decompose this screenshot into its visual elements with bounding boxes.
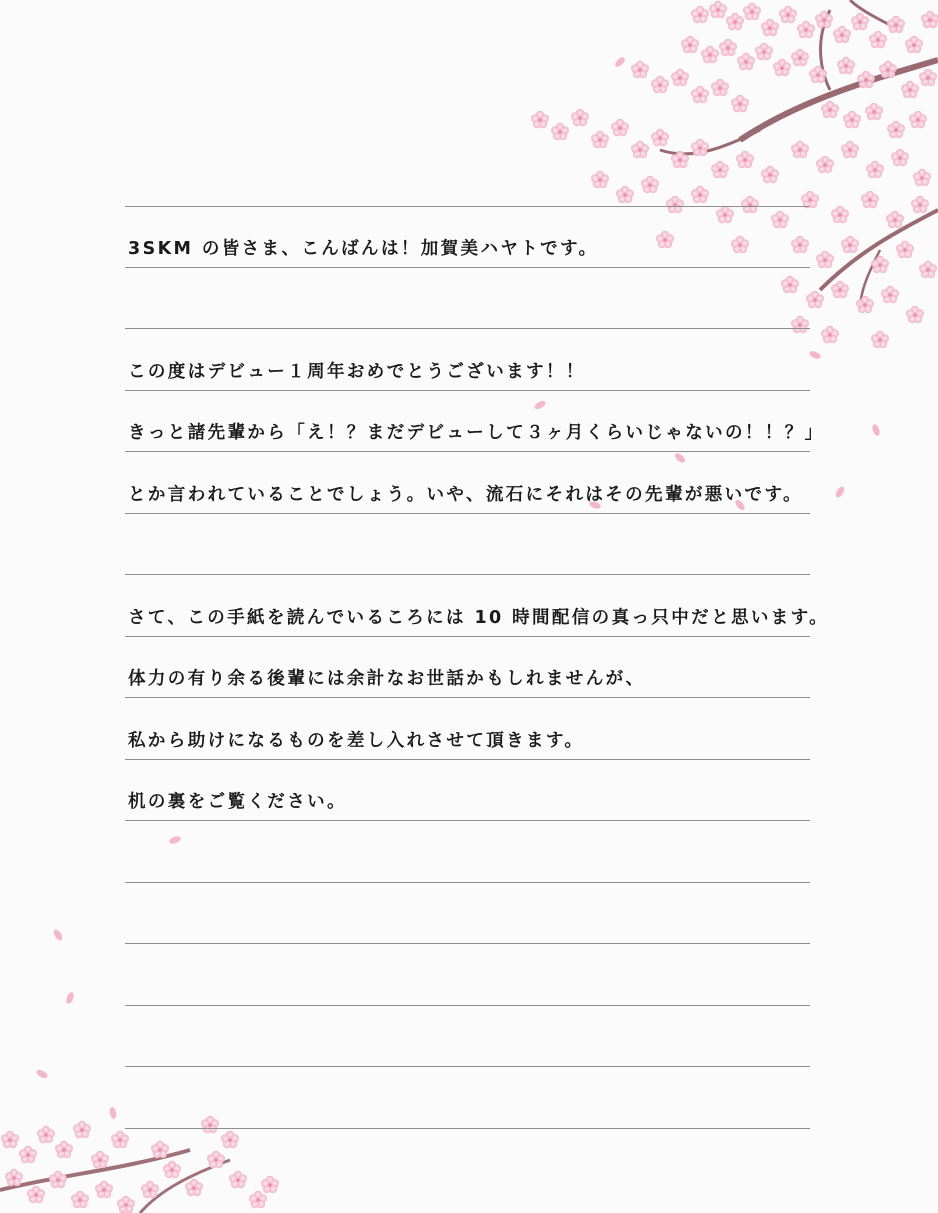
letter-line	[125, 391, 825, 453]
letter-line-text: 3SKM の皆さま、こんばんは！加賀美ハヤトです。	[128, 238, 599, 259]
letter-line-text: とか言われていることでしょう。いや、流石にそれはその先輩が悪いです。	[128, 484, 803, 505]
blossom-cluster-bottom-left	[0, 1116, 279, 1213]
letter-line	[125, 821, 810, 883]
letter-line-text: さて、この手紙を読んでいるころには 10 時間配信の真っ只中だと思います。	[128, 607, 830, 628]
letter-line	[125, 944, 810, 1006]
letter-line	[125, 883, 810, 945]
letter-line	[125, 575, 830, 637]
letter-line	[125, 206, 810, 268]
letter-line	[125, 1006, 810, 1068]
letter-line	[125, 637, 810, 699]
letter-line-text: 私から助けになるものを差し入れさせて頂きます。	[128, 730, 585, 751]
letter-line-text: この度はデビュー１周年おめでとうございます！！	[128, 361, 586, 382]
letter-line	[125, 698, 810, 760]
letter-line	[125, 1067, 810, 1129]
letter-line	[125, 760, 810, 822]
letter-line	[125, 268, 810, 330]
letter-line	[125, 452, 810, 514]
letter-line	[125, 514, 810, 576]
letter-line	[125, 329, 810, 391]
ruled-lines	[125, 206, 830, 1129]
letter-line-text: 机の裏をご覧ください。	[128, 792, 347, 812]
letter-line-text: 体力の有り余る後輩には余計なお世話かもしれませんが、	[128, 669, 646, 689]
letter-line-text: きっと諸先輩から「え！？まだデビューして３ヶ月くらいじゃないの！！？」	[128, 423, 825, 443]
